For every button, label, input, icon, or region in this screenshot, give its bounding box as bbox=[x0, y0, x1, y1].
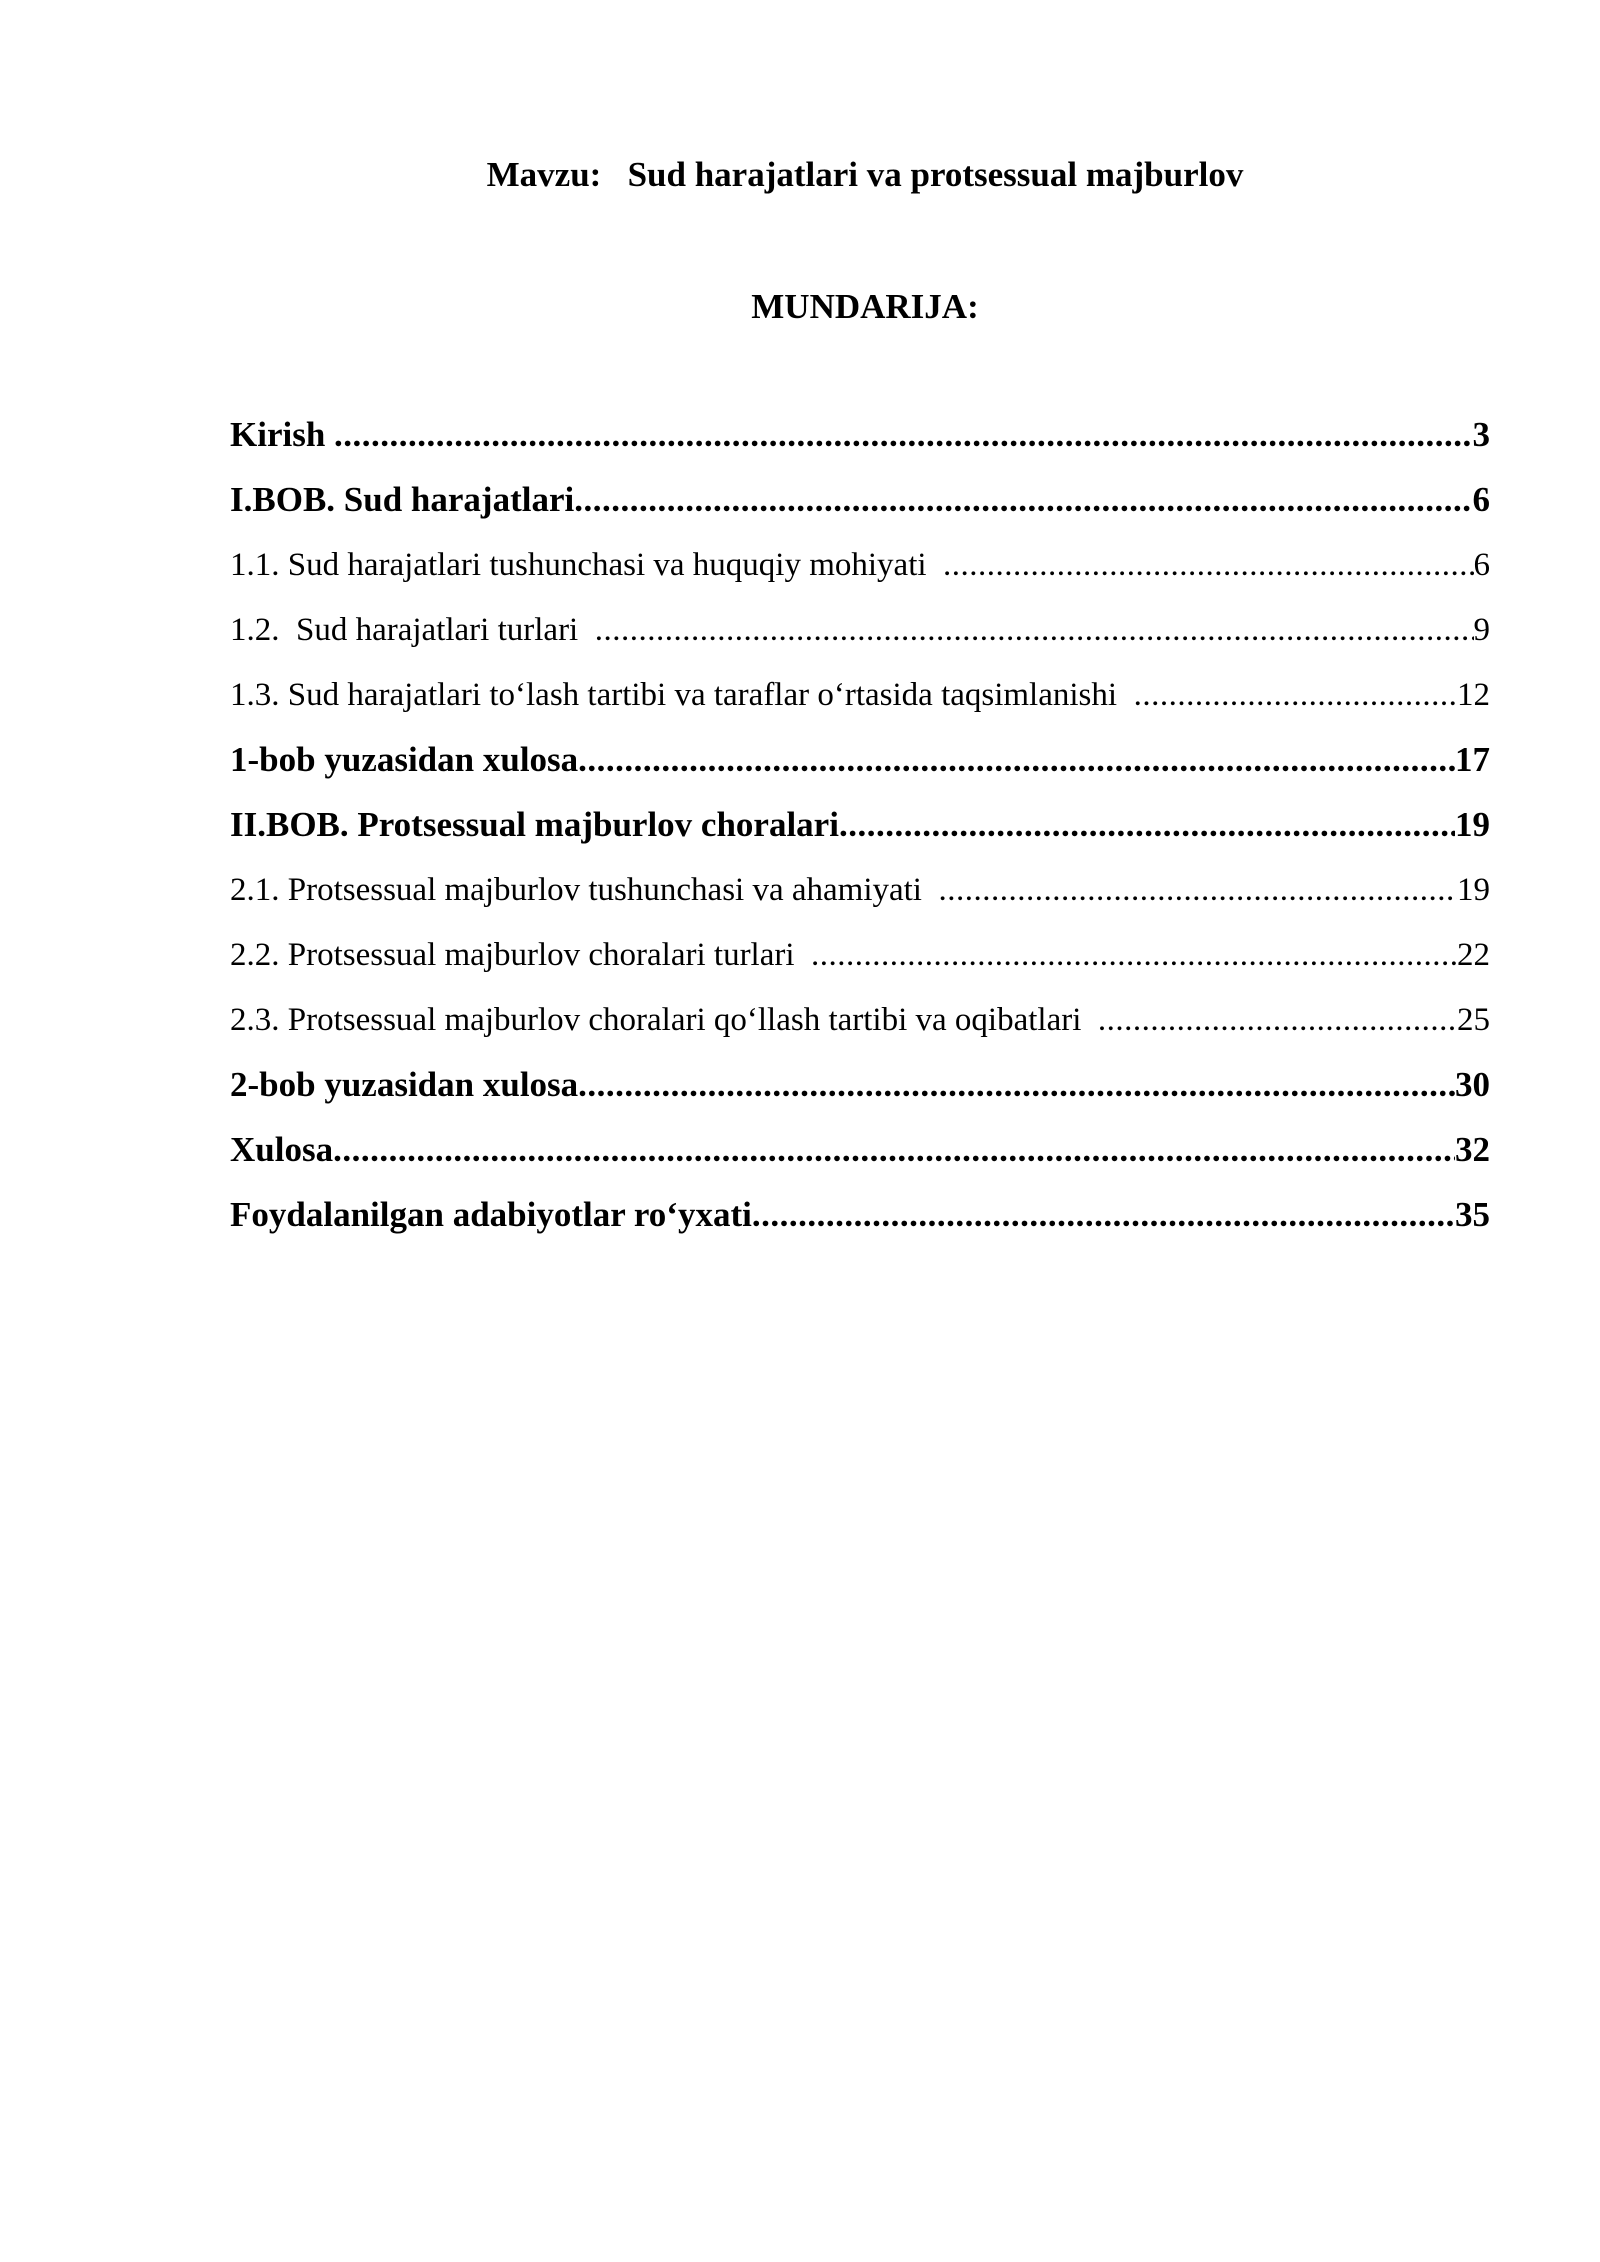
toc-entry-text: Xulosa bbox=[230, 1130, 334, 1169]
toc-dot-leader bbox=[752, 1190, 1455, 1240]
toc-entry bbox=[230, 1190, 1490, 1255]
toc-dot-leader bbox=[595, 605, 1474, 655]
toc-dot-leader bbox=[578, 1060, 1455, 1110]
toc-entry-text: Foydalanilgan adabiyotlar ro‘yxati bbox=[230, 1195, 752, 1234]
toc-dot-leader bbox=[333, 1125, 1455, 1175]
toc-entry-text: 2-bob yuzasidan xulosa bbox=[230, 1065, 579, 1104]
toc-entry bbox=[230, 475, 1490, 540]
toc-entry bbox=[230, 1125, 1490, 1190]
toc-entry bbox=[230, 995, 1490, 1060]
toc-entry-text: I.BOB. Sud harajatlari bbox=[230, 480, 575, 519]
toc-dot-leader bbox=[1098, 995, 1457, 1045]
toc-page-number: 19 bbox=[1455, 805, 1490, 844]
toc-entry bbox=[230, 540, 1490, 605]
toc-entry-text: 1.2. Sud harajatlari turlari bbox=[230, 612, 595, 648]
toc-dot-leader bbox=[334, 410, 1472, 460]
toc-dot-leader bbox=[1134, 670, 1457, 720]
toc-page-number: 35 bbox=[1455, 1195, 1490, 1234]
toc-page-number: 9 bbox=[1473, 612, 1490, 648]
toc-entry-text: 2.1. Protsessual majburlov tushunchasi va ahamiyati bbox=[230, 872, 939, 908]
toc-entry-text: 1.3. Sud harajatlari to‘lash tartibi va taraflar o‘rtasida taqsimlanishi bbox=[230, 677, 1134, 713]
toc-entry bbox=[230, 605, 1490, 670]
toc-page-number: 22 bbox=[1457, 937, 1490, 973]
toc-page-number: 17 bbox=[1455, 740, 1490, 779]
toc-page-number: 3 bbox=[1472, 415, 1490, 454]
toc-dot-leader bbox=[839, 800, 1455, 850]
toc-entry bbox=[230, 1060, 1490, 1125]
toc-dot-leader bbox=[938, 865, 1457, 915]
toc-dot-leader bbox=[811, 930, 1457, 980]
toc-page-number: 25 bbox=[1457, 1002, 1490, 1038]
toc-entry bbox=[230, 865, 1490, 930]
toc-entry bbox=[230, 410, 1490, 475]
toc-entry-text: 1.1. Sud harajatlari tushunchasi va huquqiy mohiyati bbox=[230, 547, 944, 583]
toc-page-number: 30 bbox=[1455, 1065, 1490, 1104]
toc-page-number: 6 bbox=[1472, 480, 1490, 519]
toc-page-number: 19 bbox=[1457, 872, 1490, 908]
toc-entry-text: Kirish bbox=[230, 415, 335, 454]
toc-entry bbox=[230, 670, 1490, 735]
toc-entry-text: II.BOB. Protsessual majburlov choralari bbox=[230, 805, 839, 844]
toc-dot-leader bbox=[943, 540, 1473, 590]
document-title: Mavzu: Sud harajatlari va protsessual majburlov bbox=[486, 155, 1244, 194]
toc-entry-text: 2.2. Protsessual majburlov choralari turlari bbox=[230, 937, 812, 973]
toc-entry bbox=[230, 930, 1490, 995]
toc-entry-text: 1-bob yuzasidan xulosa bbox=[230, 740, 579, 779]
toc-entry bbox=[230, 800, 1490, 865]
toc-page-number: 12 bbox=[1457, 677, 1490, 713]
toc-entry bbox=[230, 735, 1490, 800]
toc-dot-leader bbox=[578, 735, 1455, 785]
toc-heading: MUNDARIJA: bbox=[751, 287, 979, 326]
table-of-contents bbox=[230, 410, 1490, 1255]
toc-entry-text: 2.3. Protsessual majburlov choralari qo‘llash tartibi va oqibatlari bbox=[230, 1002, 1098, 1038]
toc-dot-leader bbox=[574, 475, 1472, 525]
toc-page-number: 32 bbox=[1455, 1130, 1490, 1169]
toc-page-number: 6 bbox=[1473, 547, 1490, 583]
